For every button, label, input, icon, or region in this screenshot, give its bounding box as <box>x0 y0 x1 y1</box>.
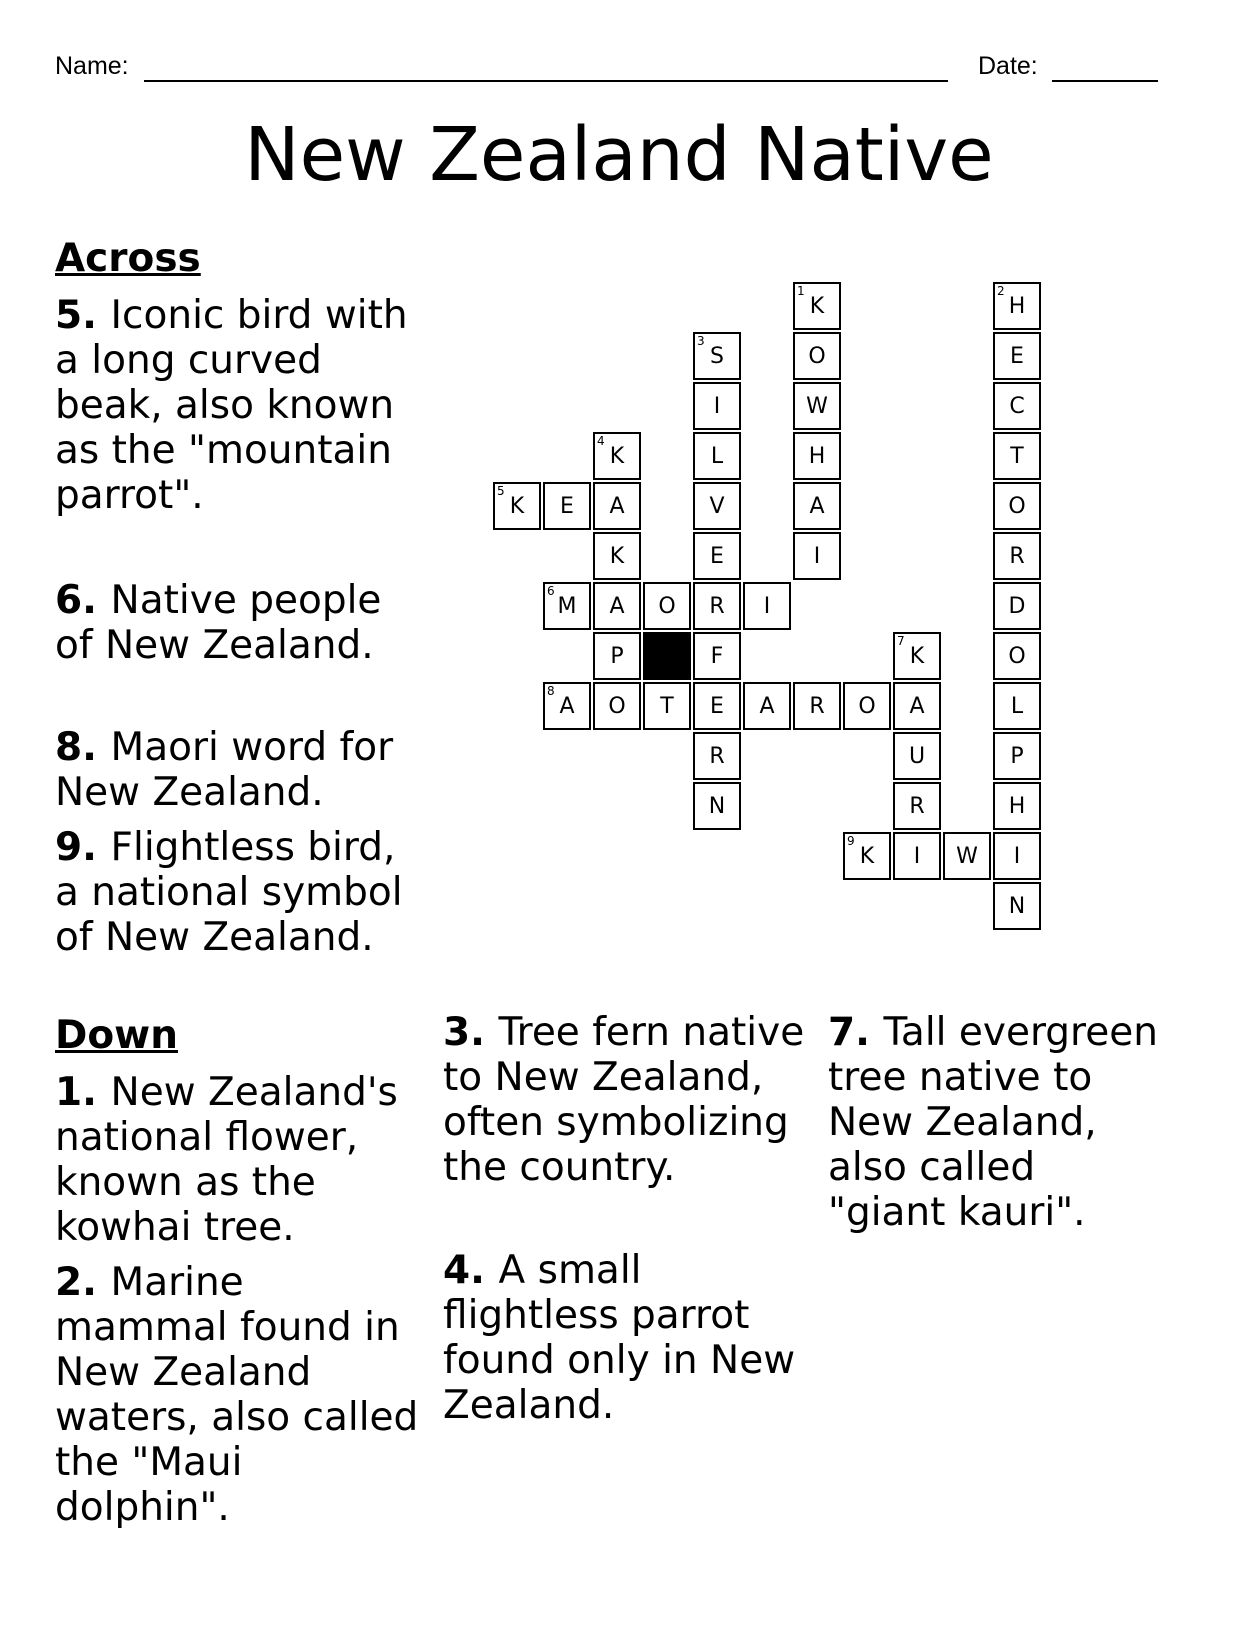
cell-letter: K <box>909 643 925 669</box>
cell-letter: T <box>660 693 674 719</box>
clue-dot: . <box>82 825 111 870</box>
cell-letter: P <box>610 643 624 669</box>
clue-dot: . <box>82 1070 111 1115</box>
clue-text: Flightless bird, a national symbol of New Zealand. <box>55 825 403 960</box>
grid-cell[interactable] <box>993 482 1041 530</box>
clue-number: 6 <box>55 578 83 623</box>
cell-number: 1 <box>797 284 805 298</box>
grid-cell[interactable] <box>693 582 741 630</box>
name-line[interactable] <box>144 80 948 82</box>
grid-cell[interactable] <box>893 682 941 730</box>
grid-cell[interactable] <box>793 532 841 580</box>
cell-letter: A <box>809 493 825 519</box>
cell-letter: R <box>1009 543 1025 569</box>
grid-cell[interactable] <box>693 632 741 680</box>
cell-letter: A <box>609 493 625 519</box>
grid-cell[interactable] <box>693 782 741 830</box>
clue-down-7 <box>828 1010 1158 1235</box>
cell-letter: I <box>713 393 721 419</box>
cell-letter: I <box>1013 843 1021 869</box>
cell-number: 9 <box>847 834 855 848</box>
grid-cell[interactable] <box>693 682 741 730</box>
grid-cell[interactable] <box>893 832 941 880</box>
cell-letter: O <box>658 593 676 619</box>
cell-letter: U <box>908 743 926 769</box>
cell-letter: E <box>710 543 724 569</box>
across-heading: Across <box>55 236 201 281</box>
grid-cell[interactable] <box>793 332 841 380</box>
cell-letter: A <box>759 693 775 719</box>
clue-number: 3 <box>443 1010 471 1055</box>
grid-cell[interactable] <box>793 282 841 330</box>
clue-dot: . <box>82 293 111 338</box>
cell-letter: K <box>509 493 525 519</box>
cell-letter: I <box>763 593 771 619</box>
grid-cell[interactable] <box>593 432 641 480</box>
cell-letter: V <box>709 493 725 519</box>
cell-number: 6 <box>547 584 555 598</box>
cell-letter: F <box>710 643 724 669</box>
clue-dot: . <box>470 1010 499 1055</box>
grid-cell[interactable] <box>993 382 1041 430</box>
clue-down-1 <box>55 1070 425 1250</box>
clue-dot: . <box>855 1010 884 1055</box>
cell-letter: P <box>1010 743 1024 769</box>
clue-text: Iconic bird with a long curved beak, also known as the "mountain parrot". <box>55 293 408 518</box>
grid-cell[interactable] <box>843 682 891 730</box>
grid-cell[interactable] <box>993 782 1041 830</box>
cell-letter: N <box>1008 893 1026 919</box>
clue-number: 5 <box>55 293 83 338</box>
cell-letter: S <box>710 343 724 369</box>
grid-cell[interactable] <box>593 582 641 630</box>
cell-letter: O <box>1008 643 1026 669</box>
cell-letter: L <box>1010 693 1024 719</box>
cell-letter: O <box>858 693 876 719</box>
grid-cell[interactable] <box>593 682 641 730</box>
cell-letter: R <box>709 743 725 769</box>
cell-letter: H <box>1008 293 1026 319</box>
grid-cell[interactable] <box>893 632 941 680</box>
clue-across-6 <box>55 578 425 668</box>
cell-letter: R <box>809 693 825 719</box>
clue-number: 4 <box>443 1248 471 1293</box>
grid-cell[interactable] <box>493 482 541 530</box>
grid-cell[interactable] <box>993 282 1041 330</box>
cell-letter: K <box>609 543 625 569</box>
grid-cell[interactable] <box>743 682 791 730</box>
cell-letter: O <box>808 343 826 369</box>
clue-text: Maori word for New Zealand. <box>55 725 394 815</box>
page-title: New Zealand Native <box>244 112 994 198</box>
grid-cell[interactable] <box>993 632 1041 680</box>
clue-across-8 <box>55 725 425 815</box>
clue-text: New Zealand's national flower, known as the kowhai tree. <box>55 1070 398 1250</box>
down-heading: Down <box>55 1013 178 1058</box>
clue-number: 8 <box>55 725 83 770</box>
cell-number: 3 <box>697 334 705 348</box>
cell-number: 4 <box>597 434 605 448</box>
grid-cell[interactable] <box>993 832 1041 880</box>
clue-across-5 <box>55 293 425 518</box>
clue-down-3 <box>443 1010 808 1190</box>
name-label: Name: <box>55 52 129 80</box>
clue-across-9 <box>55 825 425 960</box>
grid-cell[interactable] <box>993 732 1041 780</box>
clue-dot: . <box>82 725 111 770</box>
grid-cell[interactable] <box>793 482 841 530</box>
clue-dot: . <box>82 1260 111 1305</box>
grid-cell[interactable] <box>993 682 1041 730</box>
clue-number: 7 <box>828 1010 856 1055</box>
date-label: Date: <box>978 52 1038 80</box>
cell-letter: K <box>609 443 625 469</box>
cell-letter: L <box>710 443 724 469</box>
clue-text: Tree fern native to New Zealand, often symbolizing the country. <box>443 1010 805 1190</box>
clue-text: Native people of New Zealand. <box>55 578 382 668</box>
grid-cell[interactable] <box>593 482 641 530</box>
cell-letter: D <box>1008 593 1026 619</box>
grid-cell[interactable] <box>943 832 991 880</box>
cell-letter: K <box>859 843 875 869</box>
grid-cell[interactable] <box>993 882 1041 930</box>
cell-letter: C <box>1009 393 1025 419</box>
grid-cell[interactable] <box>693 732 741 780</box>
cell-letter: A <box>609 593 625 619</box>
grid-cell[interactable] <box>743 582 791 630</box>
grid-cell[interactable] <box>993 432 1041 480</box>
grid-cell[interactable] <box>893 732 941 780</box>
cell-letter: E <box>560 493 574 519</box>
cell-letter: H <box>808 443 826 469</box>
grid-cell[interactable] <box>793 382 841 430</box>
cell-letter: E <box>1010 343 1024 369</box>
grid-cell[interactable] <box>643 682 691 730</box>
grid-cell[interactable] <box>993 532 1041 580</box>
grid-cell[interactable] <box>893 782 941 830</box>
cell-letter: K <box>809 293 825 319</box>
cell-letter: O <box>1008 493 1026 519</box>
grid-cell[interactable] <box>693 332 741 380</box>
cell-number: 5 <box>497 484 505 498</box>
cell-letter: W <box>956 843 978 869</box>
cell-letter: M <box>557 593 577 619</box>
clue-number: 2 <box>55 1260 83 1305</box>
cell-letter: O <box>608 693 626 719</box>
grid-cell[interactable] <box>693 482 741 530</box>
cell-letter: I <box>813 543 821 569</box>
grid-cell[interactable] <box>793 682 841 730</box>
grid-cell[interactable] <box>543 682 591 730</box>
grid-block <box>643 632 691 680</box>
grid-cell[interactable] <box>543 482 591 530</box>
grid-cell[interactable] <box>693 432 741 480</box>
cell-letter: E <box>710 693 724 719</box>
clue-down-2 <box>55 1260 425 1530</box>
grid-cell[interactable] <box>543 582 591 630</box>
grid-cell[interactable] <box>693 382 741 430</box>
cell-letter: A <box>559 693 575 719</box>
grid-cell[interactable] <box>843 832 891 880</box>
clue-text: A small flightless parrot found only in New Zealand. <box>443 1248 796 1428</box>
cell-letter: T <box>1010 443 1024 469</box>
cell-letter: N <box>708 793 726 819</box>
cell-letter: I <box>913 843 921 869</box>
grid-cell[interactable] <box>993 332 1041 380</box>
cell-letter: H <box>1008 793 1026 819</box>
clue-down-4 <box>443 1248 808 1428</box>
clue-dot: . <box>470 1248 499 1293</box>
clue-dot: . <box>82 578 111 623</box>
cell-number: 7 <box>897 634 905 648</box>
grid-cell[interactable] <box>593 532 641 580</box>
cell-letter: R <box>709 593 725 619</box>
clue-number: 1 <box>55 1070 83 1115</box>
cell-letter: W <box>806 393 828 419</box>
clue-number: 9 <box>55 825 83 870</box>
grid-cell[interactable] <box>593 632 641 680</box>
date-line[interactable] <box>1052 80 1158 82</box>
cell-number: 8 <box>547 684 555 698</box>
clue-text: Marine mammal found in New Zealand waters, also called the "Maui dolphin". <box>55 1260 419 1530</box>
grid-cell[interactable] <box>793 432 841 480</box>
grid-cell[interactable] <box>693 532 741 580</box>
cell-letter: A <box>909 693 925 719</box>
grid-cell[interactable] <box>643 582 691 630</box>
cell-letter: R <box>909 793 925 819</box>
grid-cell[interactable] <box>993 582 1041 630</box>
clue-text: Tall evergreen tree native to New Zealand, also called "giant kauri". <box>828 1010 1158 1235</box>
cell-number: 2 <box>997 284 1005 298</box>
